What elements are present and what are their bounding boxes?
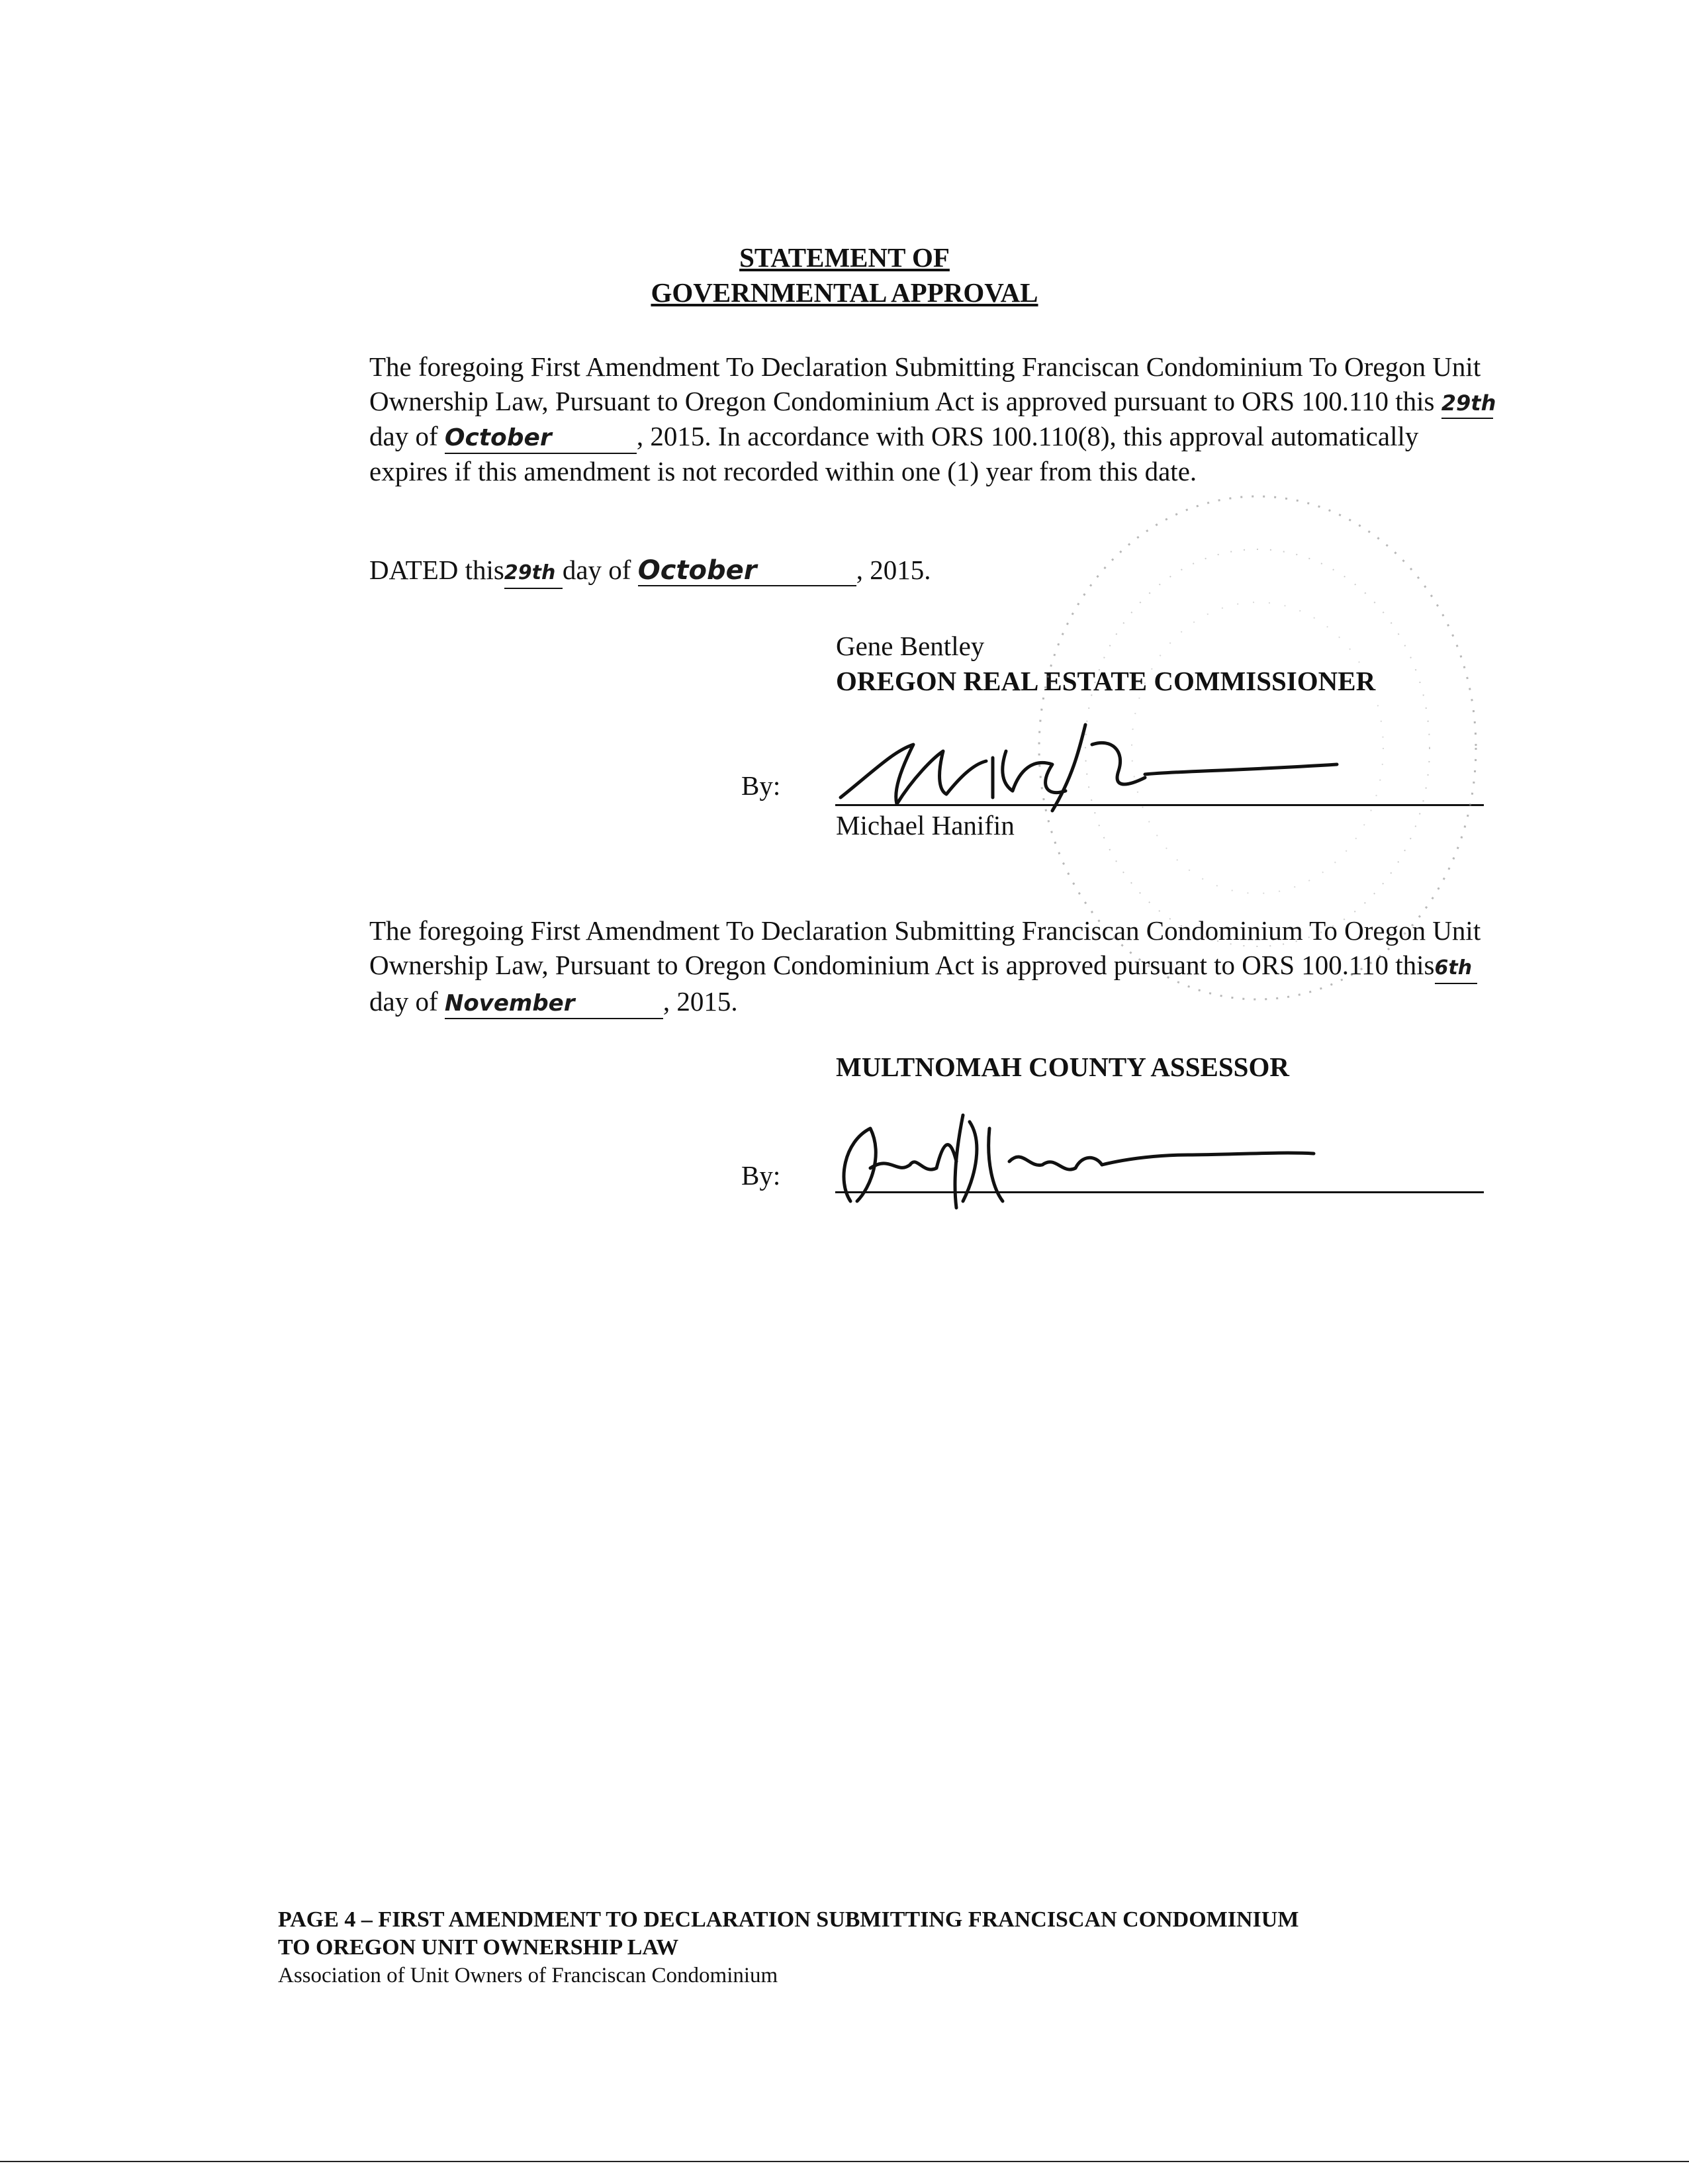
approval2-text: The foregoing First Amendment To Declaration Submitting Franciscan Condominium To Oregon Unit Ownership Law, Pursuant to Oregon Condominium Act is approved pursuant to ORS 100.110 this <box>369 915 1481 980</box>
approval-paragraph-2 <box>278 913 1496 1019</box>
approval2-dayof: day of <box>369 986 438 1017</box>
approval2-day-field: 6th <box>1435 954 1477 984</box>
commissioner-title: OREGON REAL ESTATE COMMISSIONER <box>836 666 1376 696</box>
assessor-signature <box>831 1102 1360 1221</box>
approval2-month-field: November <box>445 989 663 1019</box>
dated-month-field: October <box>638 556 856 586</box>
document-title-line1: STATEMENT OF <box>739 242 950 273</box>
approval-paragraph-1 <box>278 349 1496 488</box>
bottom-rule <box>0 2161 1689 2162</box>
dated-day-field: 29th <box>504 559 563 589</box>
commissioner-by-label: By: <box>741 770 781 801</box>
approval1-dayof: day of <box>369 421 438 451</box>
dated-suffix: , 2015. <box>856 555 931 585</box>
commissioner-name: Gene Bentley <box>836 631 985 661</box>
page-footer <box>278 1906 1535 1989</box>
footer-line1: PAGE 4 – FIRST AMENDMENT TO DECLARATION SUBMITTING FRANCISCAN CONDOMINIUM <box>278 1907 1299 1932</box>
commissioner-signer-name: Michael Hanifin <box>836 810 1015 841</box>
assessor-by-label: By: <box>741 1160 781 1191</box>
assessor-signature-line <box>835 1191 1484 1193</box>
dated-mid: day of <box>562 555 631 585</box>
approval2-text-end: , 2015. <box>662 986 738 1017</box>
approval1-text: The foregoing First Amendment To Declaration Submitting Franciscan Condominium To Oregon Unit Ownership Law, Pursuant to Oregon Condominium Act is approved pursuant to ORS 100.110 this <box>369 351 1481 416</box>
approval1-month-field: October <box>445 424 637 454</box>
document-title-line2: GOVERNMENTAL APPROVAL <box>651 277 1038 308</box>
footer-line3: Association of Unit Owners of Franciscan Condominium <box>278 1964 778 1987</box>
approval1-text-end: , 2015. In accordance with ORS 100.110(8), this approval automatically expires if this amendment is not recorded within one (1) year from this date. <box>369 421 1419 486</box>
assessor-title: MULTNOMAH COUNTY ASSESSOR <box>836 1052 1289 1082</box>
footer-line2: TO OREGON UNIT OWNERSHIP LAW <box>278 1935 679 1960</box>
approval1-day-field: 29th <box>1441 388 1493 419</box>
dated-prefix: DATED this <box>369 555 504 585</box>
